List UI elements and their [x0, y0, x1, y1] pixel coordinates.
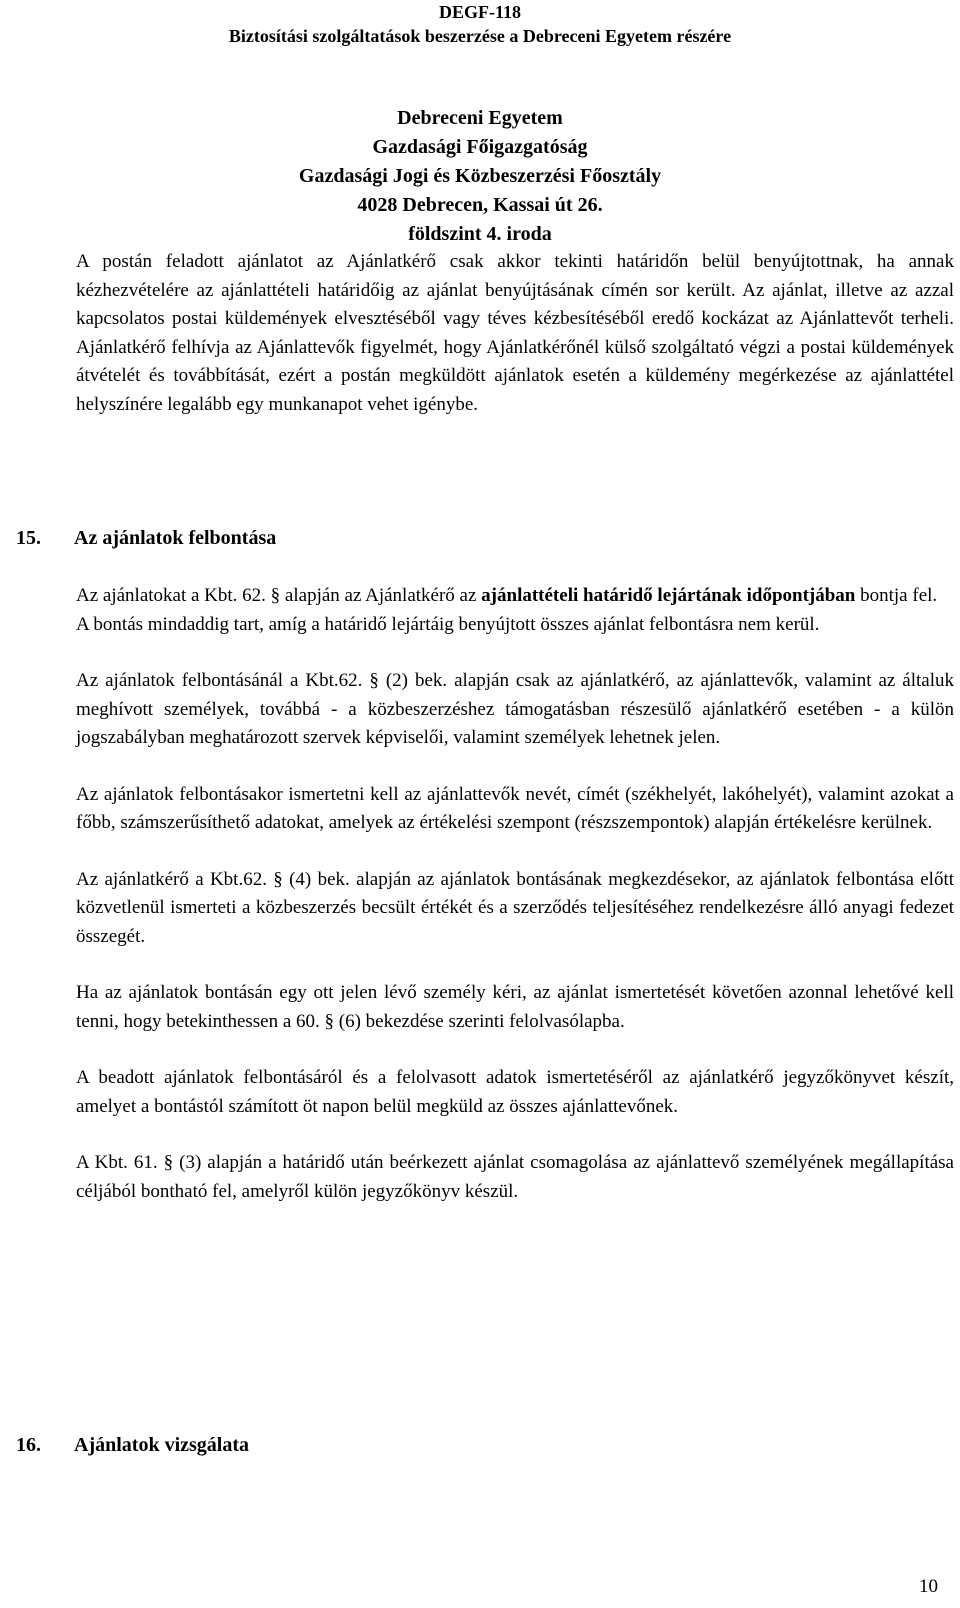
section-15-paragraph-1 — [76, 582, 954, 611]
section-15-paragraph-5: Az ajánlatkérő a Kbt.62. § (4) bek. alapján az ajánlatok bontásának megkezdésekor, az ajánlatok felbontása előtt közvetlenül ismerteti a közbeszerzés becsült értékét és a szerződés teljesítéséhez rendelkezésre álló anyagi fedezet összegét. — [76, 868, 954, 947]
address-line-5: földszint 4. iroda — [408, 223, 552, 245]
section-15-paragraph-2: A bontás mindaddig tart, amíg a határidő lejártáig benyújtott összes ajánlat felbontásra nem kerül. — [76, 613, 820, 635]
section-16-number: 16. — [16, 1434, 41, 1456]
section-15-paragraph-6: Ha az ajánlatok bontásán egy ott jelen lévő személy kéri, az ajánlat ismertetését követően azonnal lehetővé kell tenni, hogy betekinthessen a 60. § (6) bekezdése szerinti felolvasólapba. — [76, 982, 954, 1032]
address-block — [0, 104, 960, 249]
p1-text-a: Az ajánlatokat a Kbt. 62. § alapján az Ajánlatkérő az — [76, 585, 477, 606]
document-subtitle: Biztosítási szolgáltatások beszerzése a Debreceni Egyetem részére — [228, 26, 732, 46]
section-15-title: Az ajánlatok felbontása — [74, 527, 277, 549]
section-15-paragraph-8: A Kbt. 61. § (3) alapján a határidő után beérkezett ajánlat csomagolása az ajánlattevő személyének megállapítása céljából bontható fel, amelyről külön jegyzőkönyv készül. — [76, 1152, 954, 1202]
section-15-paragraph-7: A beadott ajánlatok felbontásáról és a felolvasott adatok ismertetéséről az ajánlatkérő jegyzőkönyvet készít, amelyet a bontástól számított öt napon belül megküld az összes ajánlattevőnek. — [76, 1067, 954, 1117]
section-15-body — [76, 582, 954, 1206]
section-16-title: Ajánlatok vizsgálata — [74, 1434, 249, 1456]
address-line-4: 4028 Debrecen, Kassai út 26. — [357, 194, 603, 216]
address-line-2: Gazdasági Főigazgatóság — [372, 136, 588, 158]
page-header — [0, 0, 960, 48]
page-number: 10 — [919, 1576, 938, 1597]
section-15-heading — [16, 527, 276, 550]
address-line-3: Gazdasági Jogi és Közbeszerzési Főosztály — [298, 165, 662, 187]
p1-text-c: bontja fel. — [860, 585, 938, 606]
section-16-heading — [16, 1434, 249, 1457]
document-code: DEGF-118 — [438, 2, 521, 22]
document-body — [76, 248, 954, 419]
section-15-paragraph-4: Az ajánlatok felbontásakor ismertetni kell az ajánlattevők nevét, címét (székhelyét, lakóhelyét), valamint azokat a főbb, számszerűsíthető adatokat, amelyek az értékelési szempont (részszempontok) alapján értékelésre kerülnek. — [76, 783, 954, 833]
address-line-1: Debreceni Egyetem — [397, 107, 563, 129]
p1-bold-deadline: ajánlattételi határidő lejártának időpontjában — [481, 585, 856, 606]
intro-paragraph: A postán feladott ajánlatot az Ajánlatkérő csak akkor tekinti határidőn belül benyújtottnak, ha annak kézhezvételére az ajánlattételi határidőig az ajánlat benyújtásának címén sor került. Az ajánlat, illetve az azzal kapcsolatos postai küldemények elvesztéséből vagy téves kézbesítéséből eredő kockázat az Ajánlattevőt terheli. Ajánlatkérő felhívja az Ajánlattevők figyelmét, hogy Ajánlatkérőnél külső szolgáltató végzi a postai küldemények átvételét és továbbítását, ezért a postán megküldött ajánlatok esetén a küldemény megérkezése az ajánlattétel helyszínére legalább egy munkanapot vehet igénybe. — [76, 251, 954, 415]
section-15-paragraph-3: Az ajánlatok felbontásánál a Kbt.62. § (2) bek. alapján csak az ajánlatkérő, az ajánlattevők, valamint az általuk meghívott személyek, továbbá - a közbeszerzéshez támogatásban részesülő ajánlatkérő esetében - a külön jogszabályban meghatározott szervek képviselői, valamint személyek lehetnek jelen. — [76, 670, 954, 748]
section-15-number: 15. — [16, 527, 41, 549]
